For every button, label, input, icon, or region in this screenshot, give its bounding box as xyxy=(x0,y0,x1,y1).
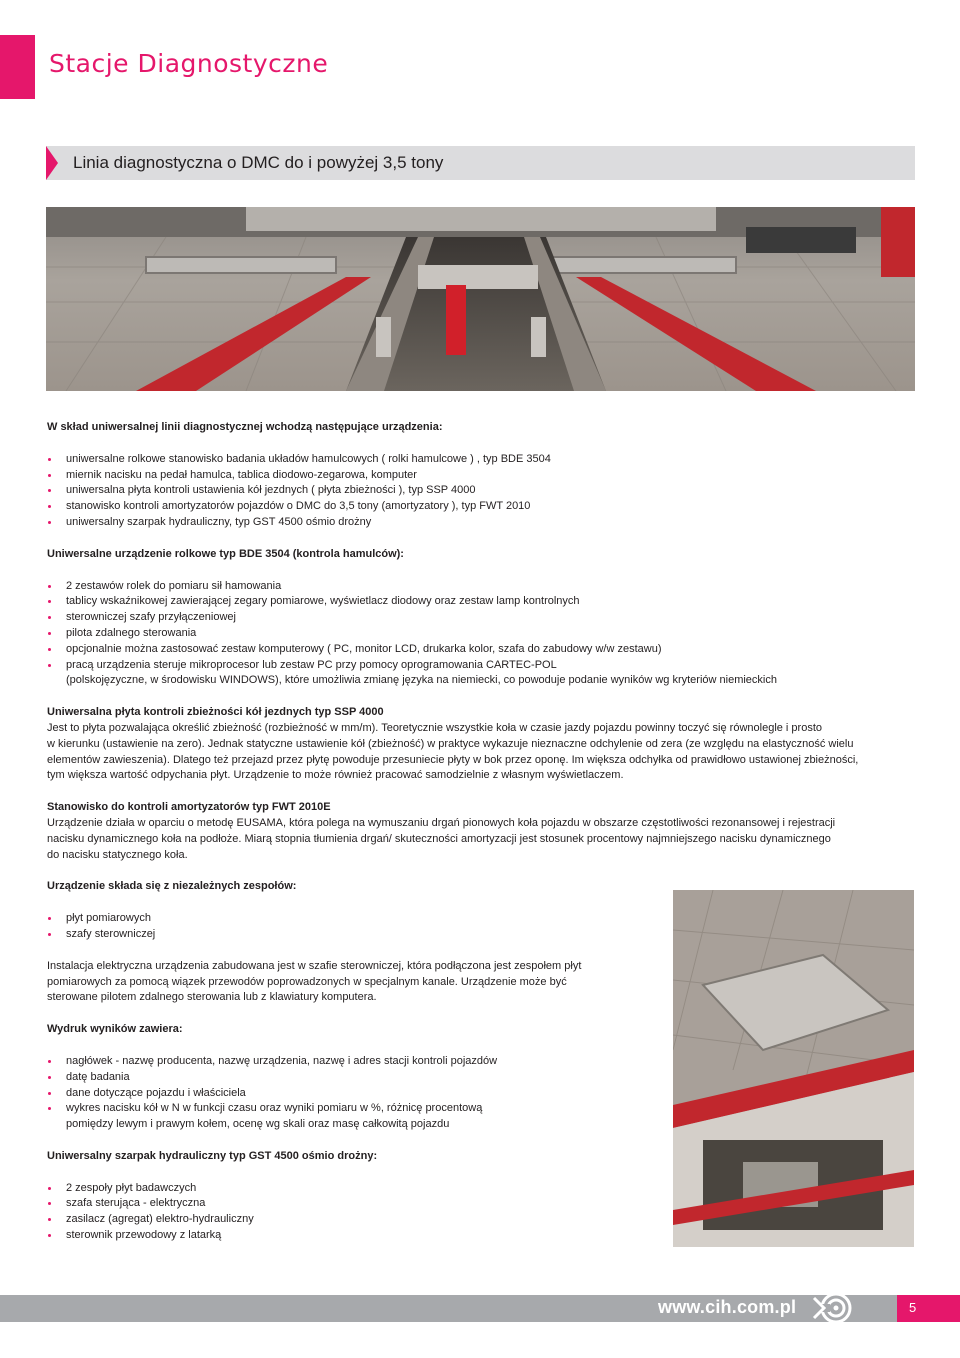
list-item: płyt pomiarowych xyxy=(47,911,632,927)
install-line: sterowane pilotem zdalnego sterowania lub z klawiatury komputera. xyxy=(47,991,377,1004)
list-item: szafy sterowniczej xyxy=(47,927,632,943)
list-item: datę badania xyxy=(47,1070,632,1086)
intro-heading: W skład uniwersalnej linii diagnostycznej wchodzą następujące urządzenia: xyxy=(47,421,443,433)
list-item: wykres nacisku kół w N w funkcji czasu oraz wyniki pomiaru w %, różnicę procentową xyxy=(47,1101,632,1117)
ssp-heading: Uniwersalna płyta kontroli zbieżności kół jezdnych typ SSP 4000 xyxy=(47,706,384,719)
printout-list xyxy=(47,1054,632,1133)
fwt-line: nacisku dynamicznego koła na podłoże. Miarą stopnia tłumienia drgań/ skuteczności amortyzacji jest stosunek procentowy najmniejszego nacisku dynamicznego xyxy=(47,832,831,845)
fwt-heading: Stanowisko do kontroli amortyzatorów typ FWT 2010E xyxy=(47,801,331,814)
gst-heading: Uniwersalny szarpak hydrauliczny typ GST 4500 ośmio drożny: xyxy=(47,1149,378,1162)
list-item: stanowisko kontroli amortyzatorów pojazdów o DMC do 3,5 tony (amortyzatory ), typ FWT 2010 xyxy=(47,499,917,515)
list-item: pracą urządzenia steruje mikroprocesor lub zestaw PC przy pomocy oprogramowania CARTEC-POL xyxy=(47,658,917,674)
fwt-line: do nacisku statycznego koła. xyxy=(47,848,188,861)
list-item: sterowniczej szafy przyłączeniowej xyxy=(47,610,917,626)
install-paragraph xyxy=(47,959,632,1006)
page-number: 5 xyxy=(909,1300,917,1315)
footer-url[interactable]: www.cih.com.pl xyxy=(658,1297,797,1317)
list-item: pilota zdalnego sterowania xyxy=(47,626,917,642)
ssp-line: w kierunku (ustawienie na zero). Jednak statyczne ustawienie kół (zbieżność) w praktyce wykazuje nieznaczne odchylenie od zera (ze względu na elastyczność wielu xyxy=(47,737,854,750)
main-content xyxy=(47,420,917,1244)
install-line: pomiarowych za pomocą wiązek przewodów poprowadzonych w specjalnym kanale. Urządzenie może być xyxy=(47,975,567,988)
list-item: tablicy wskaźnikowej zawierającej zegary pomiarowe, wyświetlacz diodowy oraz zestaw lamp kontrolnych xyxy=(47,594,917,610)
diagnostic-line-photo xyxy=(46,207,915,391)
ssp-line: Jest to płyta pozwalająca określić zbieżność (rozbieżność w mm/m). Teoretycznie wszystkie koła w czasie jazdy pojazdu powinny toczyć się równolegle i prosto xyxy=(47,721,823,734)
list-item: zasilacz (agregat) elektro-hydrauliczny xyxy=(47,1212,632,1228)
bde-heading: Uniwersalne urządzenie rolkowe typ BDE 3504 (kontrola hamulców): xyxy=(47,547,404,560)
page-title: Stacje Diagnostyczne xyxy=(49,49,329,78)
list-item: miernik nacisku na pedał hamulca, tablica diodowo-zegarowa, komputer xyxy=(47,468,917,484)
bde-list xyxy=(47,579,917,690)
printout-heading: Wydruk wyników zawiera: xyxy=(47,1023,183,1036)
parts-list xyxy=(47,911,632,943)
list-item: sterownik przewodowy z latarką xyxy=(47,1228,632,1244)
cih-logo-icon xyxy=(810,1290,858,1326)
list-item-continuation: pomiędzy lewym i prawym kołem, ocenę wg skali oraz masę całkowitą pojazdu xyxy=(66,1118,450,1131)
list-item: uniwersalne rolkowe stanowisko badania układów hamulcowych ( rolki hamulcowe ) , typ BDE 3504 xyxy=(47,452,917,468)
install-line: Instalacja elektryczna urządzenia zabudowana jest w szafie sterowniczej, która podłączona jest zespołem płyt xyxy=(47,959,582,972)
gst-list xyxy=(47,1181,632,1244)
section-arrow-icon xyxy=(46,146,58,180)
page-number-box xyxy=(897,1295,960,1322)
list-item: uniwersalna płyta kontroli ustawienia kół jezdnych ( płyta zbieżności ), typ SSP 4000 xyxy=(47,483,917,499)
header-accent-block xyxy=(0,35,35,99)
list-item-continuation: (polskojęzyczne, w środowisku WINDOWS), które umożliwia zmianę języka na niemiecki, co powoduje podanie wyników wg kryteriów niemieckich xyxy=(66,674,777,687)
fwt-line: Urządzenie działa w oparciu o metodę EUSAMA, która polega na wymuszaniu drgań pionowych koła pojazdu w obszarze częstotliwości rezonansowej i rejestracji xyxy=(47,816,836,829)
ssp-line: tym większa wartość odpychania płyt. Urządzenie to może również pracować samodzielnie z własnym wyświetlaczem. xyxy=(47,769,624,782)
list-item: szafa sterująca - elektryczna xyxy=(47,1196,632,1212)
parts-heading: Urządzenie składa się z niezależnych zespołów: xyxy=(47,880,297,893)
list-item: dane dotyczące pojazdu i właściciela xyxy=(47,1086,632,1102)
ssp-line: elementów zawieszenia). Dlatego też przejazd przez płytę powoduje przesuniecie płyty w bok przez oponę. Im większa odchyłka od prawidłowo ustawionej zbieżności, xyxy=(47,753,859,766)
list-item: 2 zespoły płyt badawczych xyxy=(47,1181,632,1197)
section-title: Linia diagnostyczna o DMC do i powyżej 3,5 tony xyxy=(73,153,444,172)
list-item: 2 zestawów rolek do pomiaru sił hamowania xyxy=(47,579,917,595)
list-item: uniwersalny szarpak hydrauliczny, typ GST 4500 ośmio drożny xyxy=(47,515,917,531)
list-item: opcjonalnie można zastosować zestaw komputerowy ( PC, monitor LCD, drukarka kolor, szafa do zabudowy w/w zestawu) xyxy=(47,642,917,658)
intro-list xyxy=(47,452,917,531)
list-item: nagłówek - nazwę producenta, nazwę urządzenia, nazwę i adres stacji kontroli pojazdów xyxy=(47,1054,632,1070)
